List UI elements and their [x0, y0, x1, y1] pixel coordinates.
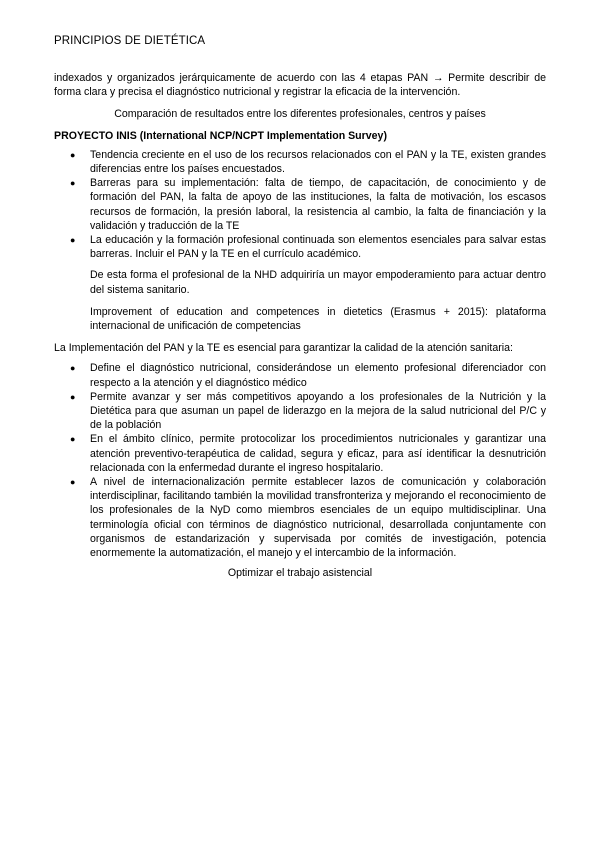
list-item: ● Define el diagnóstico nutricional, considerándose un elemento profesional diferenciador con respecto a la atención y el diagnóstico médico — [54, 361, 546, 389]
document-body — [54, 71, 546, 581]
closing-line: Optimizar el trabajo asistencial — [227, 567, 373, 580]
erasmus-paragraph: Improvement of education and competences in dietetics (Erasmus + 2015): plataforma internacional de unificación de competencias — [90, 305, 546, 333]
list-item: ● Tendencia creciente en el uso de los recursos relacionados con el PAN y la TE, existen grandes diferencias entre los países encuestados. — [54, 148, 546, 176]
list-item: ● Barreras para su implementación: falta de tiempo, de capacitación, de conocimiento y de formación del PAN, la falta de apoyo de las instituciones, la falta de motivación, los escasos recursos de formación, la presión laboral, la resistencia al cambio, la falta de financiación y la validación y traducción de la TE — [54, 176, 546, 233]
list-item: ● A nivel de internacionalización permite establecer lazos de comunicación y colaboración interdisciplinar, facilitando también la movilidad transfronteriza y mejorando el reconocimiento de los profesionales de la NyD como miembros esenciales de un equipo multidisciplinar. Una terminología oficial con términos de diagnóstico nutricional, desarrollada conjuntamente con organismos de estandarización y supervisada por comités de investigación, potencia enormemente la automatización, el manejo y el intercambio de la información. — [54, 475, 546, 560]
implementation-paragraph: La Implementación del PAN y la TE es esencial para garantizar la calidad de la atención sanitaria: — [54, 342, 513, 355]
project-bullet-list — [54, 148, 546, 262]
intro-paragraph: indexados y organizados jerárquicamente de acuerdo con las 4 etapas PAN → Permite describir de forma clara y precisa el diagnóstico nutricional y registrar la eficacia de la intervención. — [54, 72, 546, 99]
list-item: ● Permite avanzar y ser más competitivos apoyando a los profesionales de la Nutrición y la Dietética para que asuman un papel de liderazgo en la mejora de la salud nutricional del P/C y de la población — [54, 390, 546, 433]
page-header: PRINCIPIOS DE DIETÉTICA — [54, 35, 206, 47]
nhd-paragraph: De esta forma el profesional de la NHD adquiriría un mayor empoderamiento para actuar dentro del sistema sanitario. — [90, 269, 546, 296]
implementation-bullet-list — [54, 361, 546, 560]
list-item: ● La educación y la formación profesional continuada son elementos esenciales para salvar estas barreras. Incluir el PAN y la TE en el currículo académico. — [54, 233, 546, 261]
list-item: ● En el ámbito clínico, permite protocolizar los procedimientos nutricionales y garantizar una atención preventivo-terapéutica de calidad, segura y eficaz, para así identificar la desnutrición relacionada con la enfermedad durante el ingreso hospitalario. — [54, 432, 546, 475]
comparison-line: Comparación de resultados entre los diferentes profesionales, centros y países — [114, 108, 486, 121]
project-heading: PROYECTO INIS (International NCP/NCPT Implementation Survey) — [54, 129, 387, 142]
